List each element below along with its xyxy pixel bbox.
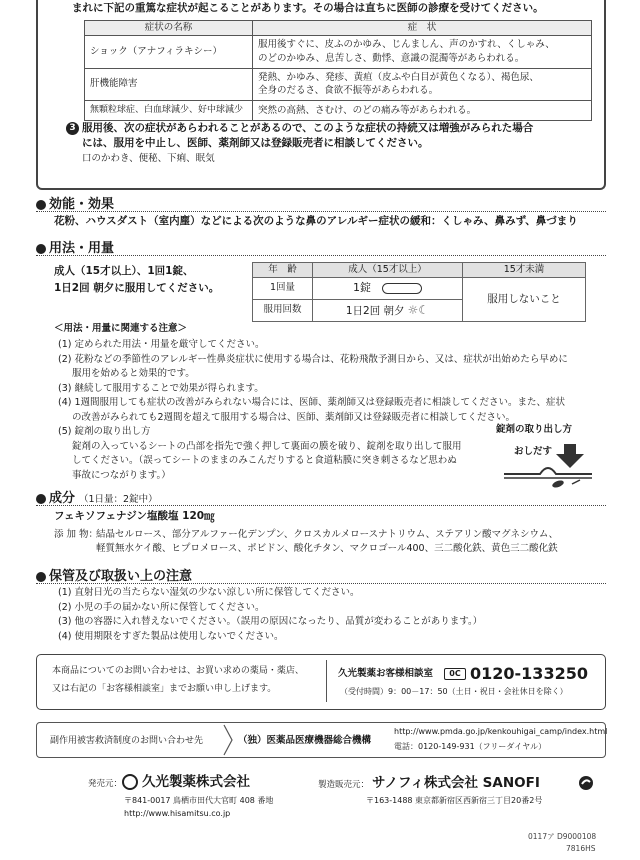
symptom-text: 服用後すぐに、皮ふのかゆみ、じんましん、声のかすれ、くしゃみ、 [258,39,555,50]
seller-address: 〒841-0017 鳥栖市田代大官町 408 番地 [124,796,274,805]
bullet-icon [36,572,46,582]
serious-symptoms-table [84,20,592,121]
symptom-name: 無顆粒球症、白血球減少、好中球減少 [85,101,253,121]
ingredients-heading: 成分 （1日量：2錠中） [36,490,158,509]
item3-symptoms: 口のかわき、便秘、下痢、眠気 [82,153,215,164]
list-item: してください。（誤ってシートのままのみこんだりすると食道粘膜に突き刺さるなど思わぬ [72,455,457,466]
hisamitsu-logo [122,774,138,790]
table-row [85,68,592,101]
chevron-right-icon [222,724,234,756]
dosage-table [252,262,586,322]
active-ingredient: フェキソフェナジン塩酸塩 120㎎ [54,510,215,522]
contact-phone: 0120-133250 [470,664,588,683]
additives-label: 添 加 物： [54,529,99,540]
symptom-text: のどのかゆみ、息苦しさ、動悸、意識の混濁等があらわれる。 [258,52,525,64]
list-item: 事故につながります。） [72,469,171,481]
contact-left-line1: 本商品についてのお問い合わせは、お買い求めの薬局・薬店、 [52,666,304,676]
symptom-text: 発熱、かゆみ、発疹、黄疸（皮ふや白目が黄色くなる）、褐色尿、 [258,71,539,83]
symptom-name: ショック（アナフィラキシー） [85,36,253,69]
notes-heading: ＜用法・用量に関連する注意＞ [54,323,188,334]
sanofi-logo [578,775,594,791]
freedial-icon: 0C [444,668,466,680]
item-number-3: 3 [66,122,79,135]
list-item: (2) 小児の手の届かない所に保管してください。 [58,601,265,613]
divider [36,255,606,256]
push-label: おしだす [514,446,553,457]
dosage-heading: 用法・用量 [36,240,114,259]
list-item: 服用を始めると効果的です。 [72,368,195,379]
contact-divider [326,660,327,702]
print-code-1: 0117ア D9000108 [528,832,597,841]
arrow-down-icon [556,444,584,468]
dose-cell [313,277,463,299]
col-age: 年 齢 [253,263,313,278]
sun-icon: ☼ [407,302,419,317]
item3-line1: 服用後、次の症状があらわれることがあるので、このような症状の持続又は増強がみられた場合 [82,122,534,134]
dosage-main-line2: 1日2回 朝夕に服用してください。 [54,282,220,294]
seller-label: 発売元： [88,779,123,789]
relief-left: 副作用被害救済制度のお問い合わせ先 [50,736,204,746]
col-adult: 成人（15才以上） [313,263,463,278]
symptom-text: 突然の高熱、さむけ、のどの痛み等があらわれる。 [258,104,477,116]
maker-name: サノフィ株式会社 SANOFI [372,775,540,791]
warning-intro: まれに下記の重篤な症状が起こることがあります。その場合は直ちに医師の診療を受けてください。 [72,2,544,14]
efficacy-heading: 効能・効果 [36,196,114,215]
contact-hours: （受付時間）9：00－17：50（土日・祝日・会社休日を除く） [340,687,568,696]
list-item: (4) 1週間服用しても症状の改善がみられない場合には、医師、薬剤師又は登録販売者に相談してください。また、症状 [58,397,566,408]
seller-name: 久光製薬株式会社 [142,774,250,790]
list-item: (4) 使用期限をすぎた製品は使用しないでください。 [58,630,284,642]
list-item: 錠剤の入っているシートの凸部を指先で強く押して裏面の膜を破り、錠剤を取り出して服用 [72,440,462,452]
freq-value: 1日2回 朝夕 [345,304,405,317]
storage-list [58,586,482,644]
list-item: (3) 継続して服用することで効果が得られます。 [58,382,264,394]
divider [36,583,606,584]
contact-company: 久光製薬お客様相談室 [338,668,434,679]
table-row [85,36,592,69]
list-item: (2) 花粉などの季節性のアレルギー性鼻炎症状に使用する場合は、花粉飛散予測日から、又は、症状が出始めたら早めに [58,353,568,365]
list-item: (5) 錠剤の取り出し方 [58,426,151,437]
relief-org: （独）医薬品医療機器総合機構 [238,735,372,746]
efficacy-text: 花粉、ハウスダスト（室内塵）などによる次のような鼻のアレルギー症状の緩和：くしゃみ、鼻みず、鼻づまり [54,215,578,227]
table-header-symptom: 症 状 [253,21,592,36]
list-item: (1) 直射日光の当たらない湿気の少ない涼しい所に保管してください。 [58,587,360,598]
dose-value: 1錠 [352,281,371,295]
row-freq-label: 服用回数 [253,299,313,321]
tablet-removal-illustration [500,440,596,490]
child-value: 服用しないこと [463,277,586,321]
print-code-2: 7816HS [566,844,596,853]
seller-url[interactable]: http://www.hisamitsu.co.jp [124,809,231,818]
list-item: (3) 他の容器に入れ替えないでください。（誤用の原因になったり、品質が変わることがあります。） [58,616,483,627]
dosage-notes [58,338,568,483]
tablet-icon [382,283,422,294]
moon-icon: ☾ [418,302,430,317]
dosage-main-line1: 成人（15才以上）、1回1錠、 [54,265,194,277]
col-child: 15才未満 [463,263,586,278]
additives-line2: 軽質無水ケイ酸、ヒプロメロース、ポビドン、酸化チタン、マクロゴール400、三二酸化鉄、黄色三二酸化鉄 [96,543,558,554]
symptom-name: 肝機能障害 [85,68,253,101]
removal-caption: 錠剤の取り出し方 [496,424,573,435]
freq-cell [313,299,463,321]
bullet-icon [36,200,46,210]
list-item: の改善がみられても2週間を超えて服用する場合は、医師、薬剤師又は登録販売者に相談してください。 [72,411,516,423]
bullet-icon [36,494,46,504]
table-header-name: 症状の名称 [85,21,253,36]
list-item: (1) 定められた用法・用量を厳守してください。 [58,339,265,350]
symptom-text: 全身のだるさ、食欲不振等があらわれる。 [258,85,439,97]
divider [36,211,606,212]
maker-label: 製造販売元： [318,780,370,790]
item3-line2: には、服用を中止し、医師、薬剤師又は登録販売者に相談してください。 [82,137,429,149]
contact-left-line2: 又は右記の「お客様相談室」までお願い申し上げます。 [52,684,277,694]
storage-heading: 保管及び取扱い上の注意 [36,568,192,587]
relief-phone: 電話：0120-149-931（フリーダイヤル） [394,742,547,751]
table-row [85,101,592,121]
bullet-icon [36,244,46,254]
divider [36,505,606,506]
additives-line1: 結晶セルロース、部分アルファー化デンプン、クロスカルメロースナトリウム、ステアリン酸マグネシウム、 [96,529,559,540]
relief-url[interactable]: http://www.pmda.go.jp/kenkouhigai_camp/index.html [394,727,608,736]
maker-address: 〒163-1488 東京都新宿区西新宿三丁目20番2号 [366,796,543,805]
row-dose-label: 1回量 [253,277,313,299]
